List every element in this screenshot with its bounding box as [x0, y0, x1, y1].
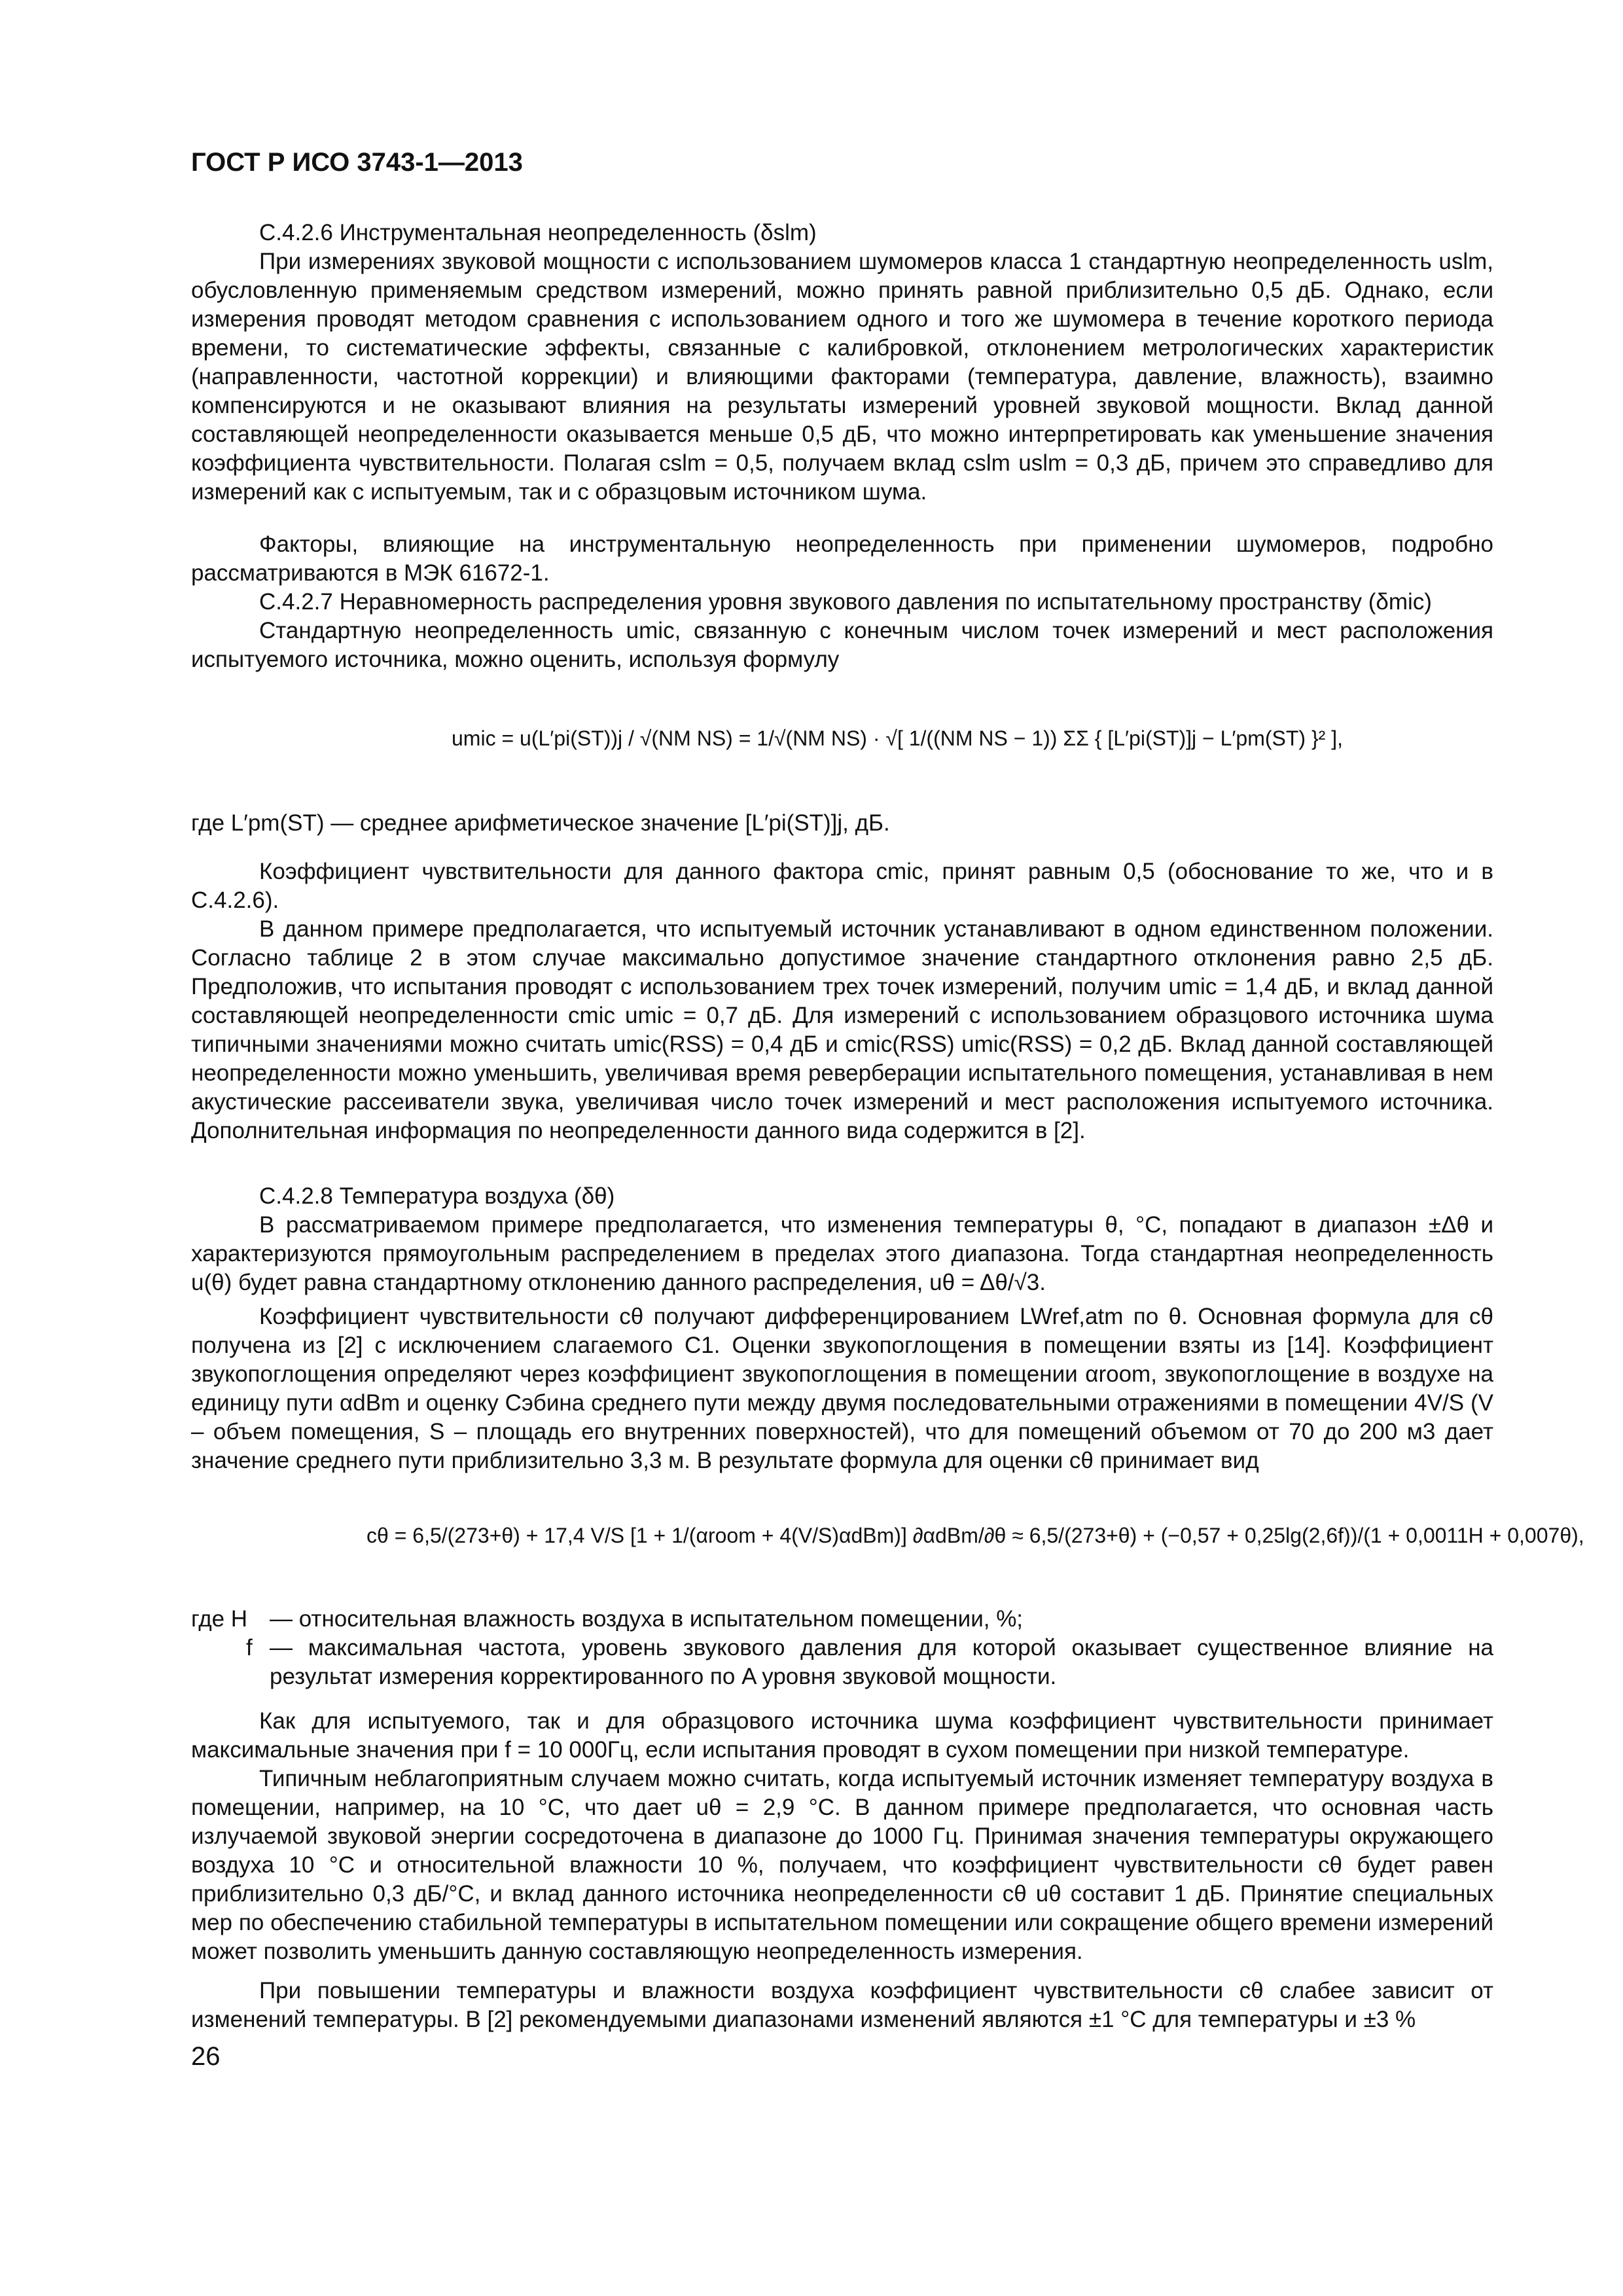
section-c426-paragraph-2: Факторы, влияющие на инструментальную неопределенность при применении шумомеров, подробно рассматриваются в МЭК 61672-1. [191, 531, 1493, 586]
where-h-symbol: где H [191, 1606, 248, 1632]
section-c428-paragraph-4: Типичным неблагоприятным случаем можно считать, когда испытуемый источник изменяет температуру воздуха в помещении, например, на 10 °С, что дает uθ = 2,9 °С. В данном примере предполагается, что основная часть излучаемой звуковой энергии сосредоточена в диапазоне до 1000 Гц. Принимая значения температуры окружающего воздуха 10 °С и относительной влажности 10 %, получаем, что коэффициент чувствительности cθ будет равен приблизительно 0,3 дБ/°С, и вклад данного источника неопределенности cθ uθ составит 1 дБ. Принятие специальных мер по обеспечению стабильной температуры в испытательном помещении или сокращение общего времени измерений может позволить уменьшить данную составляющую неопределенность измерения. [191, 1766, 1493, 1964]
formula-ctheta: cθ = 6,5/(273+θ) + 17,4 V/S [1 + 1/(αroom + 4(V/S)αdBm)] ∂αdBm/∂θ ≈ 6,5/(273+θ) + (−0,57 + 0,25lg(2,6f))/(1 + 0,0011H + 0,007θ), [366, 1524, 1584, 1547]
section-c428-paragraph-1: В рассматриваемом примере предполагается, что изменения температуры θ, °С, попадают в диапазон ±Δθ и характеризуются прямоугольным распределением в пределах этого диапазона. Тогда стандартная неопределенность u(θ) будет равна стандартному отклонению данного распределения, uθ = Δθ/√3. [191, 1212, 1493, 1295]
section-c428-paragraph-3: Как для испытуемого, так и для образцового источника шума коэффициент чувствительности принимает максимальные значения при f = 10 000Гц, если испытания проводят в сухом помещении при низкой температуре. [191, 1708, 1493, 1763]
section-c428-paragraph-2: Коэффициент чувствительности cθ получают дифференцированием LWref,atm по θ. Основная формула для cθ получена из [2] с исключением слагаемого C1. Оценки звукопоглощения в помещении взяты из [14]. Коэффициент звукопоглощения определяют через коэффициент звукопоглощения в помещении αroom, звукопоглощение в воздухе на единицу пути αdBm и оценку Сэбина среднего пути между двумя последовательными отражениями в помещении 4V/S (V – объем помещения, S – площадь его внутренних поверхностей), что для помещений объемом от 70 до 200 м3 дает значение среднего пути приблизительно 3,3 м. В результате формула для оценки cθ принимает вид [191, 1304, 1493, 1473]
section-c427-paragraph-3: В данном примере предполагается, что испытуемый источник устанавливают в одном единственном положении. Согласно таблице 2 в этом случае максимально допустимое значение стандартного отклонения равно 2,5 дБ. Предположив, что испытания проводят с использованием трех точек измерений, получим umic = 1,4 дБ, и вклад данной составляющей неопределенности cmic umic = 0,7 дБ. Для измерений с использованием образцового источника шума типичными значениями можно считать umic(RSS) = 0,4 дБ и cmic(RSS) umic(RSS) = 0,2 дБ. Вклад данной составляющей неопределенности можно уменьшить, увеличивая время реверберации испытательного помещения, устанавливая в нем акустические рассеиватели звука, увеличивая число точек измерений и мест расположения испытуемого источника. Дополнительная информация по неопределенности данного вида содержится в [2]. [191, 916, 1493, 1143]
section-c427-title: С.4.2.7 Неравномерность распределения уровня звукового давления по испытательному пространству (δmic) [259, 589, 1432, 615]
section-c428-title: С.4.2.8 Температура воздуха (δθ) [259, 1183, 615, 1209]
section-c426-title: С.4.2.6 Инструментальная неопределенность (δslm) [259, 220, 817, 245]
section-c428-paragraph-5: При повышении температуры и влажности воздуха коэффициент чувствительности cθ слабее зависит от изменений температуры. В [2] рекомендуемыми диапазонами изменений являются ±1 °С для температуры и ±3 % [191, 1978, 1493, 2032]
where-f-symbol: f [246, 1635, 253, 1660]
standard-header: ГОСТ Р ИСО 3743-1—2013 [191, 148, 523, 177]
section-c427-paragraph-1: Стандартную неопределенность umic, связанную с конечным числом точек измерений и мест расположения испытуемого источника, можно оценить, используя формулу [191, 618, 1493, 672]
formula-umic: umic = u(L′pi(ST))j / √(NM NS) = 1/√(NM NS) · √[ 1/((NM NS − 1)) ΣΣ { [L′pi(ST)]j − L′pm(ST) }² ], [452, 726, 1343, 750]
formula-umic-where: где L′pm(ST) — среднее арифметическое значение [L′pi(ST)]j, дБ. [191, 810, 890, 836]
page-number: 26 [191, 2042, 221, 2071]
where-f-description: — максимальная частота, уровень звукового давления для которой оказывает существенное влияние на результат измерения корректированного по A уровня звуковой мощности. [270, 1635, 1493, 1689]
section-c427-paragraph-2: Коэффициент чувствительности для данного фактора cmic, принят равным 0,5 (обоснование то же, что и в С.4.2.6). [191, 859, 1493, 913]
where-h-description: — относительная влажность воздуха в испытательном помещении, %; [270, 1606, 1024, 1632]
section-c426-paragraph-1: При измерениях звуковой мощности с использованием шумомеров класса 1 стандартную неопределенность uslm, обусловленную применяемым средством измерений, можно принять равной приблизительно 0,5 дБ. Однако, если измерения проводят методом сравнения с использованием одного и того же шумомера в течение короткого периода времени, то систематические эффекты, связанные с калибровкой, отклонением метрологических характеристик (направленности, частотной коррекции) и влияющими факторами (температура, давление, влажность), взаимно компенсируются и не оказывают влияния на результаты измерений уровней звуковой мощности. Вклад данной составляющей неопределенности оказывается меньше 0,5 дБ, что можно интерпретировать как уменьшение значения коэффициента чувствительности. Полагая cslm = 0,5, получаем вклад cslm uslm = 0,3 дБ, причем это справедливо для измерений как с испытуемым, так и с образцовым источником шума. [191, 249, 1493, 505]
